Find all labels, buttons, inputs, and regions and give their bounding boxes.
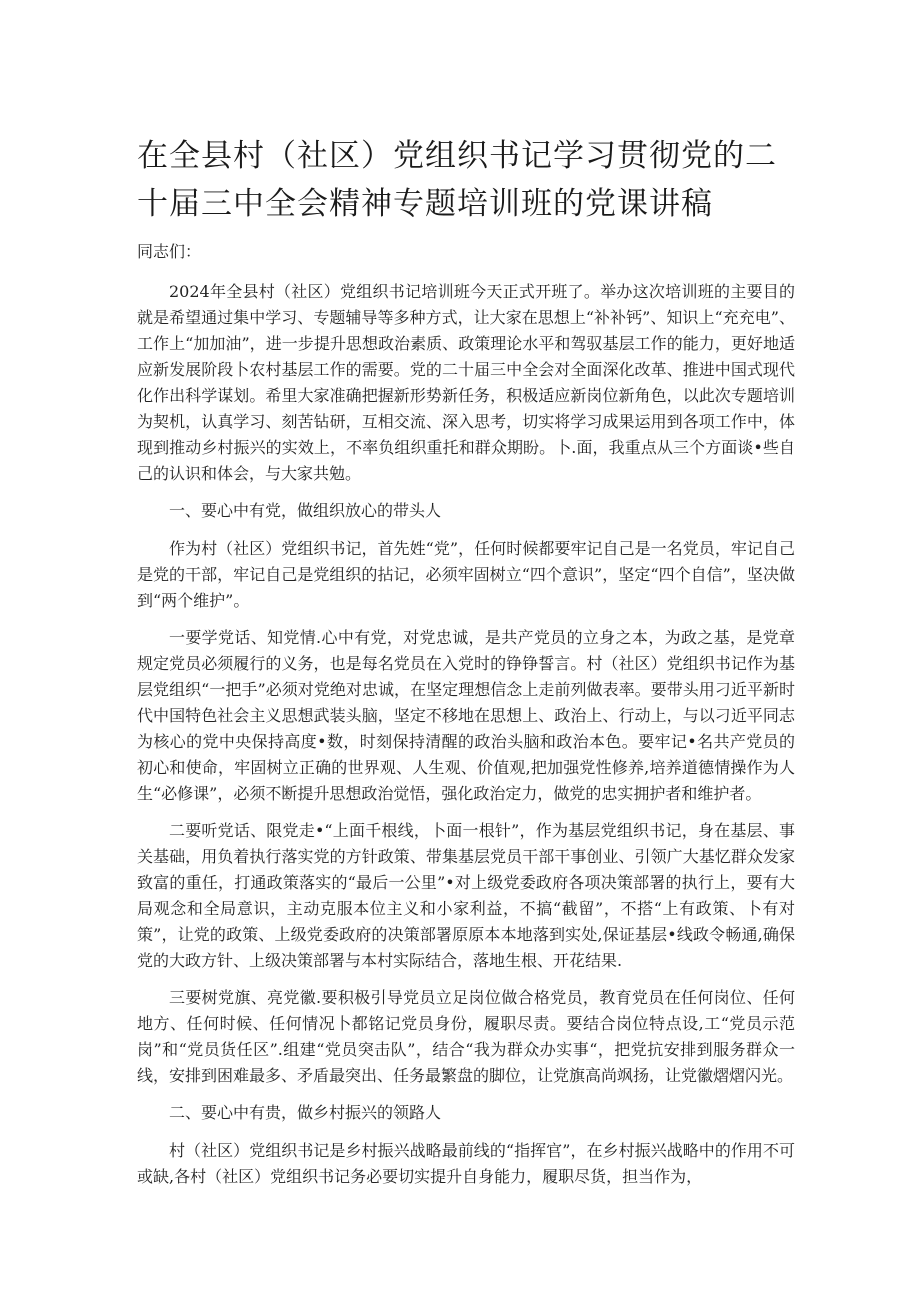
paragraph-intro: 2024年全县村（社区）党组织书记培训班今天正式开班了。举办这次培训班的主要目的就是希望通过集中学习、专题辅导等多种方式，让大家在思想上“补补钙”、知识上“充充电”、工作上“加加油”，进一步提升思想政治素质、政策理论水平和驾驭基层工作的能力，更好地适应新发展阶段卜农村基层工作的需要。党的二十届三中全会对全面深化改革、推进中国式现代化作出科学谋划。希里大家准确把握新形势新任务，积极适应新岗位新角色，以此次专题培训为契机，认真学习、刻苦钻研，互相交流、深入思考，切实将学习成果运用到各项工作中，体现到推动乡村振兴的实效上，不率负组织重托和群众期盼。卜.面，我重点从三个方面谈•些自己的认识和体会，与大家共勉。 bbox=[137, 282, 795, 483]
paragraph-point-1: 一要学党话、知党情.心中有党，对党忠诚，是共产党员的立身之本，为政之基，是党章规定党员必须履行的义务，也是每名党员在入党时的铮铮誓言。村（社区）党组织书记作为基层党组织“一把手”必须对党绝对忠诚，在坚定理想信念上走前列做表率。要带头用刁近平新时代中国特色社会主义思想武装头脑，坚定不移地在思想上、政治上、行动上，与以刁近平同志为核心的党中央保持高度•数，时刻保持清醒的政治头脑和政治本色。要牢记•名共产党员的初心和使命，牢固树立正确的世界观、人生观、价值观,把加强党性修养,培养道德情操作为人生“必修课”，必须不断提升思想政治觉悟，强化政治定力，做党的忠实拥护者和维护者。 bbox=[137, 628, 795, 803]
paragraph-point-3: 三要树党旗、亮党徽.要积极引导党员立足岗位做合格党员，教育党员在任何岗位、任何地方、任何时候、任何情况卜都铭记党员身份，履职尽责。要结合岗位特点设,工“党员示范岗”和“党员货任区”.组建“党员突击队”，结合“我为群众办实事“，把党抗安排到服务群众一线，安排到困难最多、矛盾最突出、任务最繁盘的脚位，让党旗高尚飒扬，让党徽熠熠闪光。 bbox=[137, 988, 795, 1085]
section-heading-2: 二、要心中有贵，做乡村振兴的领路人 bbox=[169, 1103, 442, 1122]
paragraph-party-identity: 作为村（社区）党组织书记，首先姓“党”，任何时候都要牢记自己是一名党员，牢记自己是党的干部，牢记自己是党组织的拈记，必须牢固树立“四个意识”，坚定“四个自信”，坚决做到“两个维护”。 bbox=[137, 539, 795, 610]
paragraph-point-2: 二要听党话、限党走•“上面千根线，卜面一根针”，作为基层党组织书记，身在基层、事关基础，用负着执行落实党的方针政策、带集基层党员干部干事创业、引领广大基忆群众发家致富的重任，打通政策落实的“最后一公里”•对上级党委政府各项决策部署的执行上，要有大局观念和全局意识，主动克服本位主义和小家利益，不搞“截留”，不搭“上有政策、卜有对策”，让党的政策、上级党委政府的决策部署原原本本地落到实处,保证基层•线政令畅通,确保党的大政方针、上级决策部署与本村实际结合，落地生根、开花结果. bbox=[137, 821, 795, 970]
paragraph-rural-revitalization: 村（社区）党组织书记是乡村振兴战略最前线的“指挥官”，在乡村振兴战略中的作用不可或缺,各村（社区）党组织书记务必要切实提升自身能力，履职尽货，担当作为， bbox=[137, 1141, 795, 1186]
salutation: 同志们： bbox=[137, 242, 202, 261]
section-heading-1: 一、要心中有党，做组织放心的带头人 bbox=[169, 501, 442, 520]
document-body bbox=[137, 239, 795, 1201]
document-title: 在全县村（社区）党组织书记学习贯彻党的二十届三中全会精神专题培训班的党课讲稿 bbox=[137, 138, 777, 222]
